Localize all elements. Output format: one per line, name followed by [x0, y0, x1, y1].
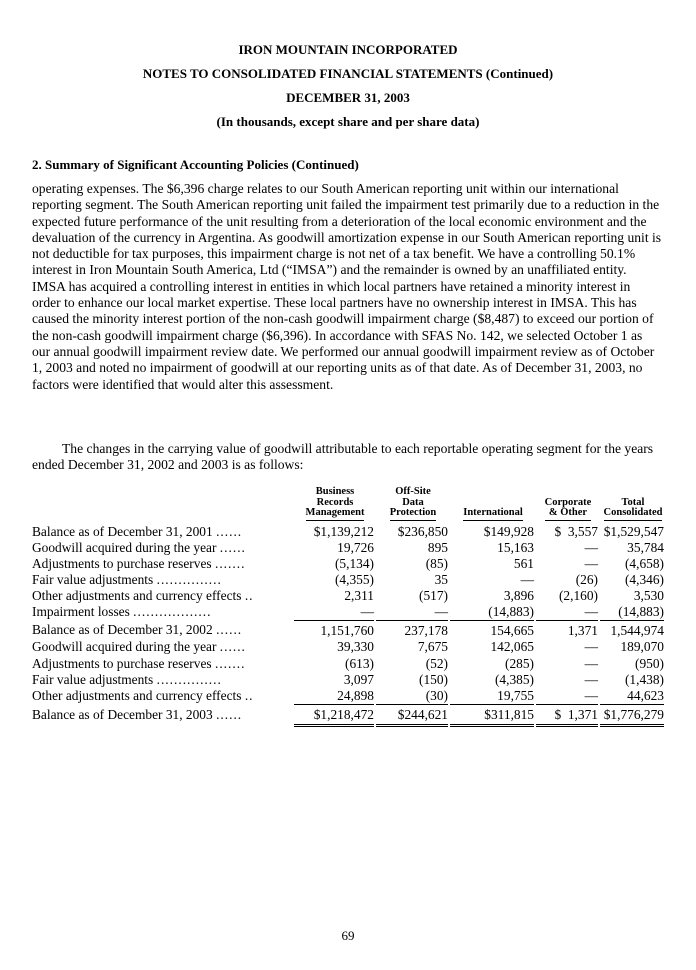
- value-text: $1,139,212: [313, 523, 374, 539]
- value-cell: [536, 604, 600, 620]
- row-label-text: Balance as of December 31, 2002: [32, 621, 213, 637]
- value-text: $311,815: [450, 704, 534, 727]
- value-cell: [376, 524, 450, 540]
- header-cell: Off-Site Data Protection: [390, 487, 436, 521]
- row-label-text: Fair value adjustments: [32, 671, 154, 687]
- value-text: (2,160): [558, 588, 598, 604]
- value-text: $1,218,472: [294, 704, 374, 727]
- value-cell: [536, 620, 600, 639]
- value-text: (517): [418, 588, 448, 604]
- value-cell: [536, 524, 600, 540]
- value-text: (950): [634, 655, 664, 671]
- value-cell: [294, 572, 376, 588]
- value-text: 3,896: [503, 588, 534, 604]
- row-label: [32, 639, 294, 655]
- row-label: [32, 620, 294, 639]
- value-text: (30): [425, 687, 448, 703]
- value-cell: [294, 588, 376, 604]
- row-label-text: Other adjustments and currency effects: [32, 588, 242, 604]
- row-label-text: Other adjustments and currency effects: [32, 687, 242, 703]
- row-leader-dots: ......: [219, 639, 246, 655]
- row-leader-dots: ..: [244, 687, 254, 703]
- value-cell: [600, 688, 666, 704]
- value-text: —: [584, 687, 598, 703]
- value-text: 39,330: [337, 639, 374, 655]
- value-cell: [376, 656, 450, 672]
- value-cell: [376, 540, 450, 556]
- value-cell: [600, 704, 666, 727]
- table-row: [32, 620, 666, 639]
- column-header: [536, 487, 600, 524]
- table-row: [32, 639, 666, 655]
- row-label: [32, 572, 294, 588]
- value-text: 142,065: [490, 639, 534, 655]
- value-cell: [536, 688, 600, 704]
- value-cell: [294, 604, 376, 620]
- value-text: $ 1,371: [536, 704, 598, 727]
- header-cell: Corporate & Other: [545, 498, 592, 521]
- body-paragraph-2: The changes in the carrying value of goodwill attributable to each reportable operating segment for the years ended December 31, 2002 and 2003 is as follows:: [32, 441, 654, 473]
- value-text: 35: [434, 572, 448, 588]
- row-label-text: Adjustments to purchase reserves: [32, 555, 212, 571]
- value-text: 895: [427, 539, 448, 555]
- value-cell: [600, 656, 666, 672]
- table-row: [32, 540, 666, 556]
- company-name: IRON MOUNTAIN INCORPORATED: [238, 42, 458, 57]
- value-text: (14,883): [618, 604, 664, 620]
- value-cell: [600, 639, 666, 655]
- value-text: (85): [425, 555, 448, 571]
- value-text: (285): [504, 655, 534, 671]
- row-label-text: Fair value adjustments: [32, 572, 154, 588]
- section-title: 2. Summary of Significant Accounting Policies (Continued): [32, 157, 359, 172]
- value-text: —: [584, 555, 598, 571]
- value-text: 3,097: [343, 671, 374, 687]
- value-cell: [450, 639, 536, 655]
- value-cell: [376, 556, 450, 572]
- value-cell: [376, 704, 450, 727]
- value-text: 2,311: [344, 588, 374, 604]
- body-paragraph-1: operating expenses. The $6,396 charge relates to our South American reporting unit within our international reporting segment. The South American reporting unit failed the impairment test primarily due to a reduction in the expected future performance of the unit resulting from a deterioration of the local economic environment and the devaluation of the currency in Argentina. As goodwill amortization expense in our South American reporting unit is not deductible for tax purposes, this impairment charge is not net of a tax benefit. We have a controlling 50.1% interest in Iron Mountain South America, Ltd (“IMSA”) and the remainder is owned by an unaffiliated entity. IMSA has acquired a controlling interest in entities in which local partners have retained a minority interest in order to enhance our local market expertise. These local partners have no ownership interest in IMSA. This has caused the minority interest portion of the non-cash goodwill impairment charge ($8,487) to exceed our portion of the non-cash goodwill impairment charge ($6,396). In accordance with SFAS No. 142, we selected October 1 as our annual goodwill impairment review date. We performed our annual goodwill impairment review as of October 1, 2003 and noted no impairment of goodwill at our reporting units as of that date. As of December 31, 2003, no factors were identified that would alter this assessment.: [32, 181, 662, 392]
- value-text: 35,784: [627, 539, 664, 555]
- row-label: [32, 656, 294, 672]
- value-cell: [376, 604, 450, 620]
- value-text: $244,621: [376, 704, 448, 727]
- value-text: 19,726: [337, 539, 374, 555]
- table-row: [32, 656, 666, 672]
- value-text: —: [584, 604, 598, 620]
- statement-date: DECEMBER 31, 2003: [286, 90, 410, 105]
- row-label-text: Balance as of December 31, 2003: [32, 707, 213, 723]
- value-cell: [450, 588, 536, 604]
- value-text: 237,178: [376, 620, 448, 639]
- units-note: (In thousands, except share and per share data): [216, 114, 480, 129]
- header-cell: Total Consolidated: [604, 498, 663, 521]
- value-cell: [450, 672, 536, 688]
- value-text: —: [434, 604, 448, 620]
- header-cell: Business Records Management: [306, 487, 365, 521]
- value-cell: [450, 572, 536, 588]
- value-text: 15,163: [497, 539, 534, 555]
- row-leader-dots: ..: [244, 588, 254, 604]
- value-text: (14,883): [488, 604, 534, 620]
- value-text: —: [520, 572, 534, 588]
- value-text: (4,658): [624, 555, 664, 571]
- row-leader-dots: ...............: [156, 572, 222, 588]
- value-text: (52): [425, 655, 448, 671]
- row-label: [32, 688, 294, 704]
- row-label: [32, 588, 294, 604]
- row-label-text: Impairment losses: [32, 604, 130, 620]
- label-column-header: [32, 487, 294, 524]
- value-cell: [294, 704, 376, 727]
- value-text: 1,544,974: [600, 620, 664, 639]
- goodwill-table: [32, 487, 666, 727]
- row-label: [32, 524, 294, 540]
- row-leader-dots: ...............: [156, 671, 222, 687]
- value-text: 189,070: [620, 639, 664, 655]
- value-text: —: [360, 604, 374, 620]
- value-cell: [294, 524, 376, 540]
- table-row: [32, 572, 666, 588]
- value-cell: [294, 620, 376, 639]
- value-cell: [450, 540, 536, 556]
- value-text: (4,346): [624, 572, 664, 588]
- value-cell: [600, 556, 666, 572]
- row-label-text: Adjustments to purchase reserves: [32, 655, 212, 671]
- header-cell: International: [463, 508, 523, 521]
- value-text: (1,438): [624, 671, 664, 687]
- row-label: [32, 540, 294, 556]
- value-cell: [376, 588, 450, 604]
- value-text: $149,928: [483, 523, 534, 539]
- value-cell: [600, 672, 666, 688]
- value-cell: [600, 540, 666, 556]
- row-leader-dots: ......: [216, 621, 243, 637]
- value-text: $ 3,557: [554, 523, 598, 539]
- value-cell: [536, 704, 600, 727]
- row-label: [32, 604, 294, 620]
- value-text: $1,529,547: [603, 523, 664, 539]
- table-row: [32, 704, 666, 727]
- value-text: (26): [575, 572, 598, 588]
- value-cell: [536, 656, 600, 672]
- value-text: 19,755: [497, 687, 534, 703]
- value-text: —: [584, 671, 598, 687]
- value-text: $236,850: [397, 523, 448, 539]
- value-cell: [294, 656, 376, 672]
- value-text: 3,530: [633, 588, 664, 604]
- value-text: —: [584, 639, 598, 655]
- column-header: [376, 487, 450, 524]
- value-cell: [294, 639, 376, 655]
- value-cell: [450, 604, 536, 620]
- row-label: [32, 556, 294, 572]
- value-cell: [294, 688, 376, 704]
- value-text: 24,898: [337, 687, 374, 703]
- value-cell: [294, 540, 376, 556]
- row-leader-dots: ..................: [133, 604, 212, 620]
- column-header: [450, 487, 536, 524]
- value-cell: [450, 556, 536, 572]
- value-text: (4,385): [494, 671, 534, 687]
- value-cell: [600, 588, 666, 604]
- row-label-text: Balance as of December 31, 2001: [32, 523, 213, 539]
- value-cell: [450, 620, 536, 639]
- row-label-text: Goodwill acquired during the year: [32, 539, 217, 555]
- table-header-row: [32, 487, 666, 524]
- value-text: —: [584, 655, 598, 671]
- value-cell: [294, 556, 376, 572]
- value-cell: [536, 540, 600, 556]
- column-header: [294, 487, 376, 524]
- value-text: 561: [513, 555, 534, 571]
- value-cell: [600, 572, 666, 588]
- value-cell: [294, 672, 376, 688]
- value-cell: [536, 556, 600, 572]
- value-cell: [600, 604, 666, 620]
- value-cell: [450, 656, 536, 672]
- table-row: [32, 688, 666, 704]
- value-text: (613): [344, 655, 374, 671]
- table-row: [32, 524, 666, 540]
- value-text: 44,623: [627, 687, 664, 703]
- row-leader-dots: .......: [214, 655, 246, 671]
- value-cell: [536, 672, 600, 688]
- row-leader-dots: .......: [214, 555, 246, 571]
- column-header: [600, 487, 666, 524]
- value-cell: [376, 620, 450, 639]
- value-cell: [450, 524, 536, 540]
- value-text: (4,355): [334, 572, 374, 588]
- table-row: [32, 672, 666, 688]
- table-row: [32, 556, 666, 572]
- value-text: 1,151,760: [294, 620, 374, 639]
- table-row: [32, 588, 666, 604]
- value-text: 1,371: [536, 620, 598, 639]
- notes-title: NOTES TO CONSOLIDATED FINANCIAL STATEMENTS (Continued): [142, 66, 554, 81]
- value-cell: [536, 639, 600, 655]
- row-leader-dots: ......: [216, 707, 243, 723]
- value-cell: [450, 688, 536, 704]
- value-cell: [376, 672, 450, 688]
- value-cell: [536, 588, 600, 604]
- page-number: 69: [341, 928, 355, 943]
- value-cell: [536, 572, 600, 588]
- value-cell: [376, 688, 450, 704]
- row-label: [32, 704, 294, 727]
- value-text: —: [584, 539, 598, 555]
- row-label-text: Goodwill acquired during the year: [32, 639, 217, 655]
- value-text: 7,675: [417, 639, 448, 655]
- value-cell: [450, 704, 536, 727]
- row-leader-dots: ......: [219, 539, 246, 555]
- value-text: 154,665: [450, 620, 534, 639]
- value-text: $1,776,279: [600, 704, 664, 727]
- value-cell: [600, 620, 666, 639]
- row-label: [32, 672, 294, 688]
- value-cell: [376, 572, 450, 588]
- value-cell: [376, 639, 450, 655]
- value-text: (5,134): [334, 555, 374, 571]
- table-row: [32, 604, 666, 620]
- row-leader-dots: ......: [216, 523, 243, 539]
- value-cell: [600, 524, 666, 540]
- value-text: (150): [418, 671, 448, 687]
